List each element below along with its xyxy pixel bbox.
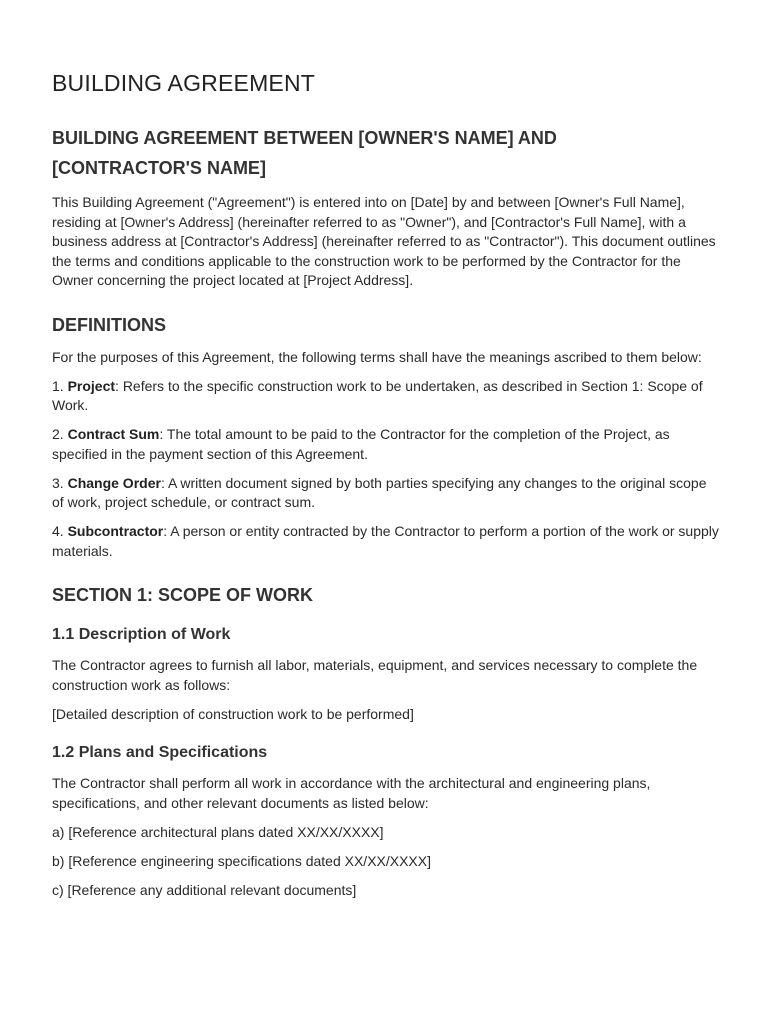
reference-item: a) [Reference architectural plans dated XX/XX/XXXX] (52, 823, 384, 840)
definition-term: Subcontractor (67, 523, 164, 539)
definition-text: : Refers to the specific construction work to be undertaken, as described in Section 1: Scope of Work. (52, 377, 703, 413)
definition-text: : The total amount to be paid to the Contractor for the completion of the Project, as specified in the payment section of this Agreement. (52, 426, 670, 462)
document-title: BUILDING AGREEMENT (52, 70, 316, 96)
definition-number: 4. (52, 523, 68, 539)
definitions-heading: DEFINITIONS (52, 314, 167, 335)
definition-term: Contract Sum (67, 426, 160, 442)
subsection-1-1-heading: 1.1 Description of Work (52, 626, 231, 643)
definition-item (52, 474, 722, 513)
agreement-subtitle (52, 123, 722, 183)
subsection-1-1-text: The Contractor agrees to furnish all labor, materials, equipment, and services necessary to complete the construction work as follows: (52, 657, 698, 693)
definition-text: : A written document signed by both parties specifying any changes to the original scope of work, project schedule, or contract sum. (52, 474, 707, 510)
definition-number: 3. (52, 474, 68, 491)
definition-text: : A person or entity contracted by the Contractor to perform a portion of the work or supply materials. (52, 523, 719, 559)
subtitle-line-1: BUILDING AGREEMENT BETWEEN [OWNER'S NAME] AND (52, 128, 557, 148)
reference-item: c) [Reference any additional relevant documents] (52, 881, 357, 898)
subtitle-line-2: [CONTRACTOR'S NAME] (52, 158, 266, 178)
definitions-intro: For the purposes of this Agreement, the following terms shall have the meanings ascribed to them below: (52, 348, 702, 365)
section-1-heading: SECTION 1: SCOPE OF WORK (52, 585, 314, 605)
definition-number: 1. (52, 377, 68, 394)
definition-item (52, 425, 722, 464)
subsection-1-2-text: The Contractor shall perform all work in accordance with the architectural and engineering plans, specifications, and other relevant documents as listed below: (52, 775, 651, 811)
definition-term: Change Order (67, 474, 161, 491)
subsection-1-2-heading: 1.2 Plans and Specifications (52, 744, 268, 761)
reference-item: b) [Reference engineering specifications dated XX/XX/XXXX] (52, 852, 431, 869)
definition-number: 2. (52, 426, 68, 442)
definition-item (52, 522, 722, 561)
work-description-placeholder: [Detailed description of construction work to be performed] (52, 705, 414, 722)
definition-term: Project (67, 377, 116, 394)
definition-item (52, 377, 722, 416)
intro-paragraph: This Building Agreement ("Agreement") is entered into on [Date] by and between [Owner's Full Name], residing at [Owner's Address] (hereinafter referred to as "Owner"), and [Contractor's Full Name], with a business address at [Contractor's Address] (hereinafter referred to as "Contractor"). This document outlines the terms and conditions applicable to the construction work to be performed by the Contractor for the Owner concerning the project located at [Project Address]. (52, 194, 716, 288)
